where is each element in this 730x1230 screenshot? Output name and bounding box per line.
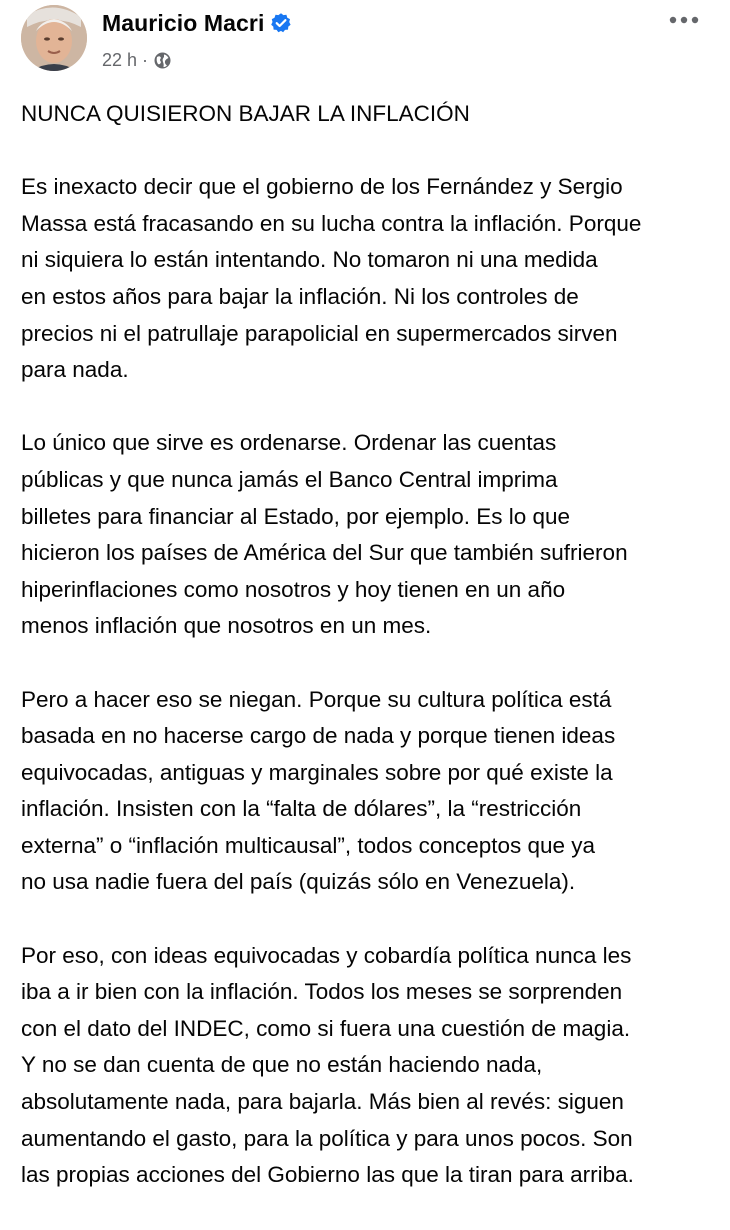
post-text-line: aumentando el gasto, para la política y para unos pocos. Son [21,1125,633,1151]
post-text-line: basada en no hacerse cargo de nada y porque tienen ideas [21,723,616,749]
post-text-line: inflación. Insisten con la “falta de dólares”, la “restricción [21,796,582,822]
avatar-portrait-icon [21,5,87,71]
post-timestamp[interactable]: 22 h [102,49,138,70]
post-text-line: en estos años para bajar la inflación. Ni los controles de [21,283,579,309]
author-row [102,6,292,40]
post-text-line: externa” o “inflación multicausal”, todos conceptos que ya [21,832,596,858]
author-name[interactable]: Mauricio Macri [102,9,265,36]
post-meta [102,46,172,74]
post-text-line: precios ni el patrullaje parapolicial en supermercados sirven [21,320,618,346]
globe-icon[interactable] [153,51,172,70]
post-text-line: públicas y que nunca jamás el Banco Central imprima [21,466,558,492]
post-text-line: iba a ir bien con la inflación. Todos los meses se sorprenden [21,979,623,1005]
post-text-line: para nada. [21,357,129,383]
post-text-line: Y no se dan cuenta de que no están haciendo nada, [21,1052,543,1078]
post-text-line: absolutamente nada, para bajarla. Más bien al revés: siguen [21,1089,624,1115]
more-options-button[interactable] [664,8,704,32]
post-text-line: Pero a hacer eso se niegan. Porque su cultura política está [21,686,612,712]
verified-badge-icon [270,12,292,34]
post-text-line: con el dato del INDEC, como si fuera una cuestión de magia. [21,1015,631,1041]
post-text-line: Es inexacto decir que el gobierno de los Fernández y Sergio [21,174,623,200]
post-text-line: hicieron los países de América del Sur que también sufrieron [21,540,628,566]
post-text-line: hiperinflaciones como nosotros y hoy tienen en un año [21,576,566,602]
post-body [21,96,721,1230]
post-paragraph [21,938,721,1194]
post-text-line: Lo único que sirve es ordenarse. Ordenar las cuentas [21,430,557,456]
post-title: NUNCA QUISIERON BAJAR LA INFLACIÓN [21,101,470,126]
more-horizontal-icon [669,16,699,24]
post-text-line: equivocadas, antiguas y marginales sobre por qué existe la [21,759,613,785]
post-text-line: billetes para financiar al Estado, por ejemplo. Es lo que [21,503,571,529]
post-text-line: menos inflación que nosotros en un mes. [21,613,432,639]
post-text-line: Massa está fracasando en su lucha contra la inflación. Porque [21,210,642,236]
post-paragraph [21,425,721,645]
post-text-line: Por eso, con ideas equivocadas y cobardía política nunca les [21,942,632,968]
avatar[interactable] [21,5,87,71]
post-text-line: las propias acciones del Gobierno las que la tiran para arriba. [21,1162,634,1188]
post-paragraphs [21,169,721,1194]
post-text-line: no usa nadie fuera del país (quizás sólo en Venezuela). [21,869,576,895]
meta-separator: · [142,49,149,70]
post-paragraph [21,169,721,389]
post-text-line: ni siquiera lo están intentando. No tomaron ni una medida [21,247,598,273]
post-header [0,0,730,90]
post-paragraph [21,682,721,902]
